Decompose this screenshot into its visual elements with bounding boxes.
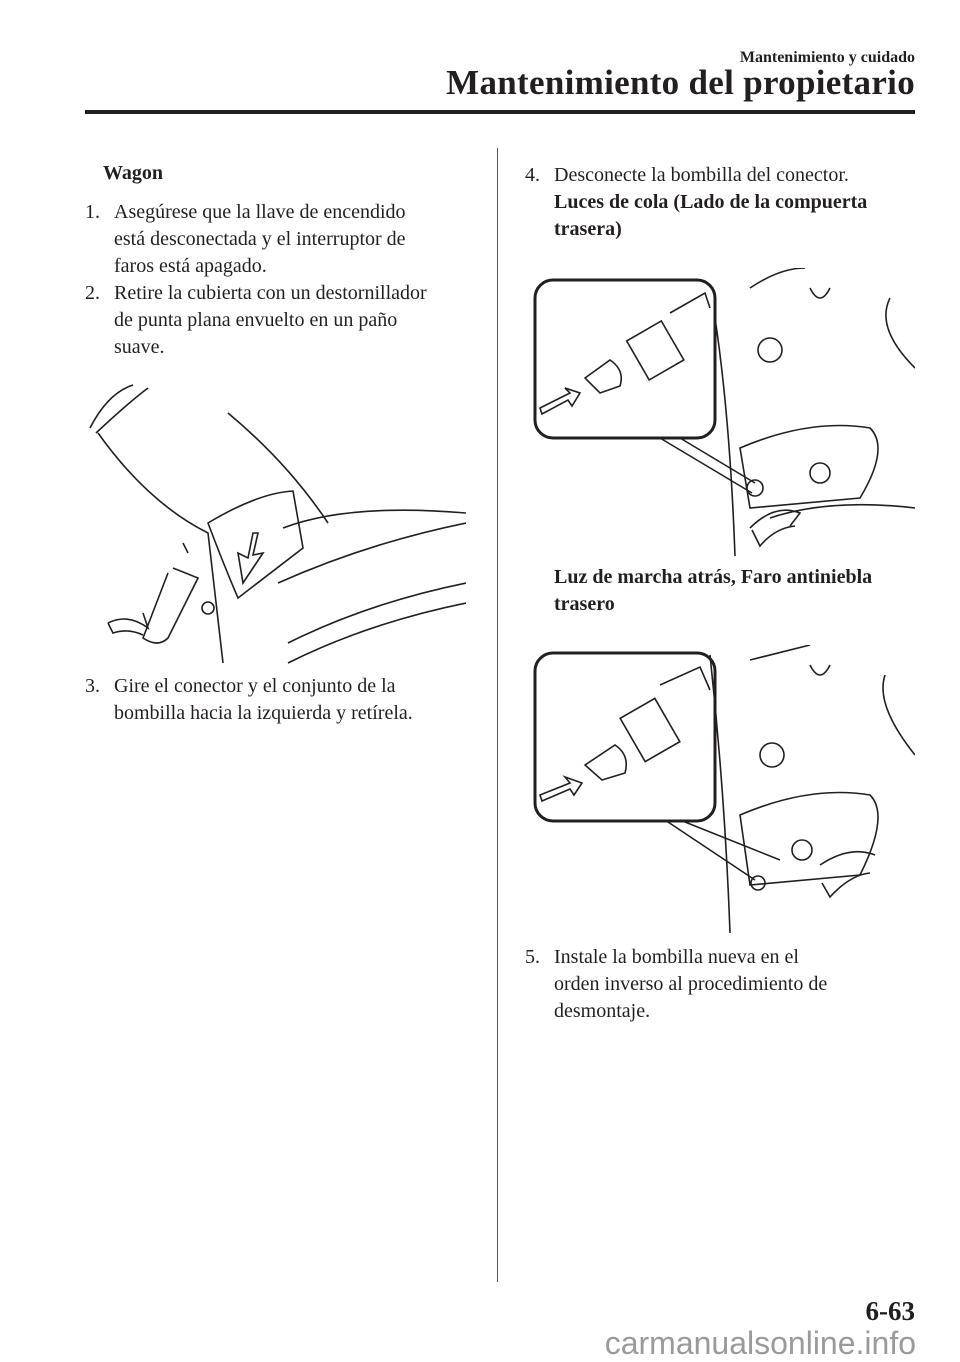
left-column-bottom [85,673,475,727]
step-5: 5. Instale la bombilla nueva en el orden inverso al procedimiento de desmontaje. [525,946,828,1022]
right-column [525,162,925,243]
section-label: Mantenimiento y cuidado [739,49,915,66]
subheading-reverse-fog: Luz de marcha atrás, Faro antiniebla trasero [554,566,873,615]
right-column-bottom [525,944,925,1025]
left-column [85,160,475,361]
step-4: 4. Desconecte la bombilla del conector. Luces de cola (Lado de la compuerta trasera) [525,164,868,240]
page-title: Mantenimiento del propietario [446,63,915,102]
tail-light-bulb-illustration [530,268,915,556]
header-rule [85,110,915,114]
reverse-fog-bulb-illustration [530,645,915,933]
column-divider [497,148,498,1282]
step-2: 2. Retire la cubierta con un destornillador de punta plana envuelto en un paño suave. [85,282,427,358]
section-heading: Wagon [103,162,164,184]
step-3: 3. Gire el conector y el conjunto de la bombilla hacia la izquierda y retírela. [85,675,413,724]
cover-removal-illustration [88,383,466,668]
watermark: carmanualsonline.info [604,1325,916,1361]
step-1: 1. Asegúrese que la llave de encendido está desconectada y el interruptor de faros está apagado. [85,201,406,277]
page-number: 6-63 [865,1296,915,1326]
subheading-tail-lights: Luces de cola (Lado de la compuerta [554,191,868,213]
